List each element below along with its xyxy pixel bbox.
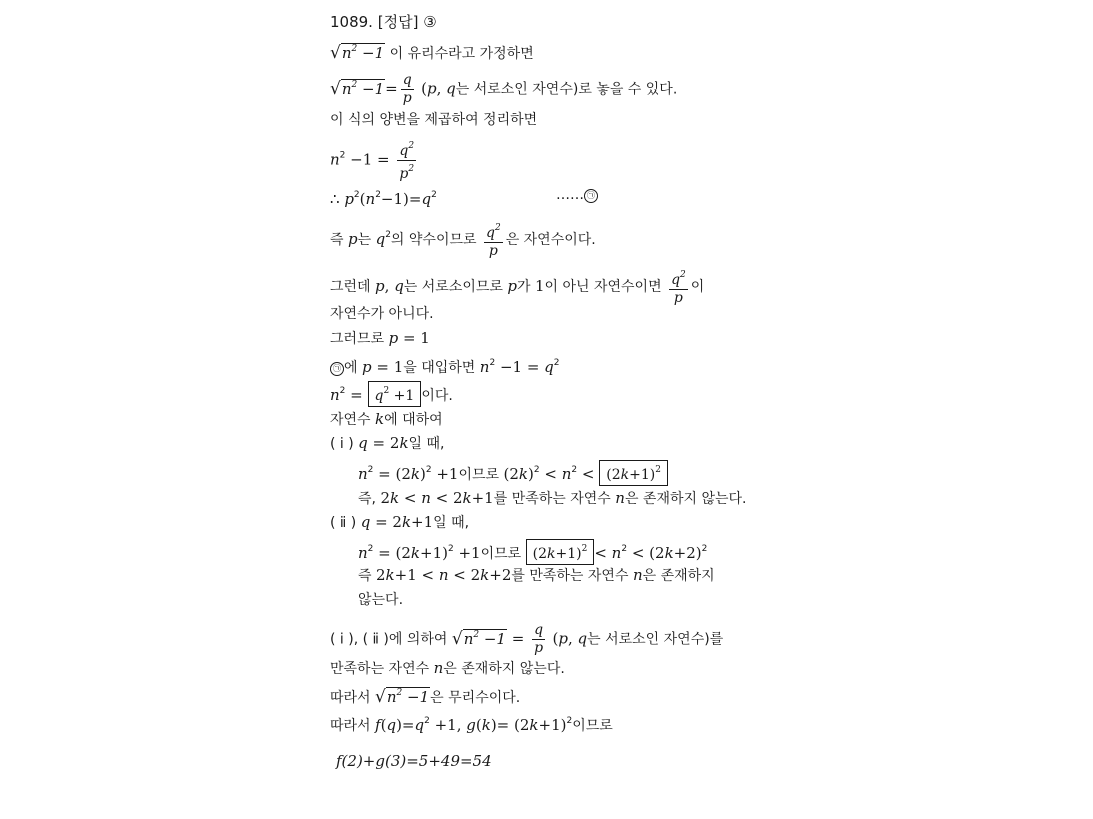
text-line: 따라서 $f(q)=q^2 +1$, $g(k)= (2k+1)^2$이므로 bbox=[330, 716, 613, 734]
text-line: 이 식의 양변을 제곱하여 정리하면 bbox=[330, 112, 538, 128]
problem-number: 1089. bbox=[330, 13, 373, 31]
text-line: 그러므로 p = 1 bbox=[330, 329, 430, 347]
answer-value: ③ bbox=[423, 13, 437, 31]
case-equation: $n^2 = (2k)^2 +1$이므로 $(2k)^2 < n^2 < (2k+1)^2$ bbox=[358, 460, 668, 486]
text-line: 따라서 $√n^2 -1$은 무리수이다. bbox=[330, 687, 521, 707]
text-line: ( ⅰ ), ( ⅱ )에 의하여 $√n^2 -1$ = $\frac{q}{p}$ (p, q는 서로소인 자연수)를 bbox=[330, 622, 724, 656]
text-line: 즉 p는 $q^2$의 약수이므로 $\frac{q^2}{p}$ 은 자연수이다. bbox=[330, 220, 596, 260]
final-answer: f(2)+g(3)=5+49=54 bbox=[336, 752, 492, 770]
text-line: 만족하는 자연수 n은 존재하지 않는다. bbox=[330, 659, 565, 677]
answer-label: [정답] bbox=[377, 13, 419, 31]
case-conclusion: 즉 2k+1 < n < 2k+2를 만족하는 자연수 n은 존재하지 bbox=[358, 566, 715, 584]
circled-label-icon: ㉠ bbox=[330, 362, 344, 376]
equation-line: $√n^2 -1=$ $\frac{q}{p}$ (p, q는 서로소인 자연수)로 놓을 수 있다. bbox=[330, 72, 678, 106]
sqrt-expression: $√n^2 -1$ bbox=[330, 43, 385, 63]
assumption-line: $√n^2 -1$ 이 유리수라고 가정하면 bbox=[330, 39, 534, 64]
boxed-result-line: $n^2 = q^2 +1$ 이다. bbox=[330, 381, 453, 407]
text-line: 자연수가 아니다. bbox=[330, 306, 434, 322]
case-conclusion-cont: 않는다. bbox=[358, 592, 404, 608]
answer-box: $(2k+1)^2$ bbox=[599, 460, 668, 486]
problem-header bbox=[330, 12, 437, 32]
case-conclusion: 즉, 2k < n < 2k+1를 만족하는 자연수 n은 존재하지 않는다. bbox=[358, 489, 747, 507]
equation-line: $n^2 -1$ = $\frac{q^2}{p^2}$ bbox=[330, 138, 419, 183]
text-line: 자연수 k에 대하여 bbox=[330, 410, 443, 428]
case-equation: $n^2 = (2k+1)^2 +1$이므로 $(2k+1)^2 < n^2 < (2k+2)^2$ bbox=[358, 539, 707, 565]
case-heading: ( ⅱ ) q = 2k+1일 때, bbox=[330, 513, 470, 531]
circled-label-icon: ㉠ bbox=[584, 189, 598, 203]
fraction-q-over-p: $\frac{q}{p}$ bbox=[402, 72, 412, 106]
case-heading: ( ⅰ ) q = 2k일 때, bbox=[330, 434, 445, 452]
text-line: ㉠ 에 p = 1을 대입하면 $n^2 -1 = q^2$ bbox=[330, 353, 560, 378]
equation-line-tagged: ∴ $p^2(n^2-1)=q^2$ …… ㉠ bbox=[330, 185, 437, 210]
solution-document bbox=[330, 0, 850, 819]
text-line: 그런데 p, q는 서로소이므로 p가 1이 아닌 자연수이면 $\frac{q^2}{p}$ 이 bbox=[330, 267, 704, 307]
answer-box: $(2k+1)^2$ bbox=[526, 539, 595, 565]
answer-box: $q^2 +1$ bbox=[368, 381, 422, 407]
